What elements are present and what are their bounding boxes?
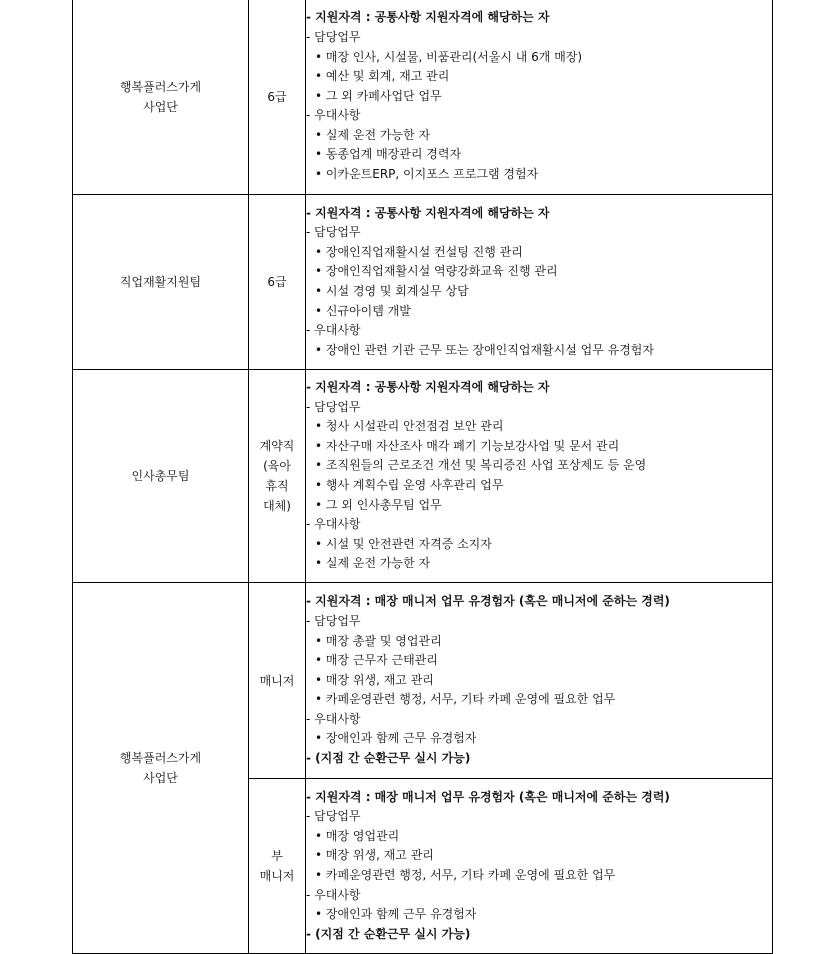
qualification-line: - 지원자격 : 매장 매니저 업무 유경험자 (혹은 매니저에 준하는 경력) [306, 594, 670, 609]
grade-cell [249, 779, 306, 954]
duty-bullet-item: • 장애인과 함께 근무 유경험자 [315, 907, 477, 922]
duty-bullet-item: • 자산구매 자산조사 매각 폐기 기능보강사업 및 문서 관리 [315, 438, 620, 453]
duty-bullet-item: • 매장 총괄 및 영업관리 [315, 633, 442, 648]
qualification-line: - 지원자격 : 매장 매니저 업무 유경험자 (혹은 매니저에 준하는 경력) [306, 789, 670, 804]
duty-bullet-item: • 매장 위생, 재고 관리 [315, 848, 434, 863]
duty-bullet-item: • 청사 시설관리 안전점검 보안 관리 [315, 419, 504, 434]
table-row [73, 0, 773, 195]
duty-bullet-item: • 카페운영관련 행정, 서무, 기타 카페 운영에 필요한 업무 [315, 868, 616, 882]
duty-bullet-item: • 장애인과 함께 근무 유경험자 [315, 731, 477, 746]
table-row [73, 195, 773, 370]
duty-bullet-item: • 장애인직업재활시설 컨설팅 진행 관리 [315, 244, 523, 259]
grade-label-line: 부 [271, 849, 283, 863]
grade-label-line: 6급 [267, 275, 287, 289]
section-heading: - 우대사항 [306, 887, 361, 902]
duty-cell [306, 195, 773, 370]
grade-label-line: (육아 [263, 459, 291, 473]
duty-cell [306, 779, 773, 954]
grade-label-line: 6급 [267, 89, 287, 104]
grade-cell [249, 370, 306, 583]
table-row [73, 583, 773, 779]
qualification-line: - (지점 간 순환근무 실시 가능) [306, 751, 471, 766]
duty-bullet-item: • 매장 인사, 시설물, 비품관리(서울시 내 6개 매장) [315, 49, 583, 64]
duty-bullet-item: • 매장 영업관리 [315, 828, 400, 843]
duty-bullet-item: • 장애인 관련 기관 근무 또는 장애인직업재활시설 업무 유경험자 [315, 342, 654, 357]
section-heading: - 담당업무 [306, 225, 361, 240]
dept-cell [73, 583, 249, 954]
section-heading: - 우대사항 [306, 517, 361, 532]
duty-bullet-item: • 동종업계 매장관리 경력자 [315, 147, 462, 162]
dept-name-line: 인사총무팀 [131, 469, 190, 483]
grade-label-line: 매니저 [259, 673, 295, 688]
duty-bullet-item: • 장애인직업재활시설 역량강화교육 진행 관리 [315, 264, 558, 279]
grade-cell [249, 0, 306, 195]
section-heading: - 담당업무 [306, 809, 361, 824]
dept-cell [73, 0, 249, 195]
qualification-line: - 지원자격 : 공통사항 지원자격에 해당하는 자 [306, 10, 550, 25]
section-heading: - 담당업무 [306, 613, 361, 628]
duty-bullet-item: • 행사 계획수립 운영 사후관리 업무 [315, 478, 504, 492]
table-row [73, 370, 773, 583]
qualification-line: - (지점 간 순환근무 실시 가능) [306, 926, 471, 941]
dept-name-line: 사업단 [143, 771, 178, 785]
duty-bullet-item: • 시설 경영 및 회계실무 상담 [315, 284, 469, 298]
duty-bullet-item: • 그 외 카페사업단 업무 [315, 88, 442, 103]
dept-cell [73, 370, 249, 583]
dept-name-line: 직업재활지원팀 [119, 275, 202, 289]
duty-bullet-item: • 신규아이템 개발 [315, 303, 411, 318]
qualification-line: - 지원자격 : 공통사항 지원자격에 해당하는 자 [306, 380, 550, 395]
duty-cell [306, 583, 773, 779]
dept-cell [73, 195, 249, 370]
duty-bullet-item: • 이카운트ERP, 이지포스 프로그램 경험자 [315, 167, 539, 182]
duty-cell [306, 370, 773, 583]
job-posting-table [72, 0, 773, 954]
section-heading: - 우대사항 [306, 711, 361, 726]
grade-cell [249, 583, 306, 779]
duty-bullet-item: • 매장 근무자 근태관리 [315, 653, 438, 668]
duty-bullet-item: • 매장 위생, 재고 관리 [315, 672, 434, 687]
section-heading: - 담당업무 [306, 29, 361, 44]
section-heading: - 우대사항 [306, 323, 361, 338]
grade-label-line: 계약직 [259, 439, 295, 453]
grade-label-line: 매니저 [259, 869, 295, 883]
duty-bullet-item: • 실제 운전 가능한 자 [315, 556, 431, 571]
qualification-line: - 지원자격 : 공통사항 지원자격에 해당하는 자 [306, 205, 550, 220]
dept-name-line: 행복플러스가게 [119, 751, 202, 765]
dept-name-line: 행복플러스가게 [119, 79, 202, 94]
duty-bullet-item: • 카페운영관련 행정, 서무, 기타 카페 운영에 필요한 업무 [315, 692, 616, 707]
section-heading: - 우대사항 [306, 108, 361, 123]
duty-bullet-item: • 조직원들의 근로조건 개선 및 복리증진 사업 포상제도 등 운영 [315, 458, 647, 473]
duty-bullet-item: • 예산 및 회계, 재고 관리 [315, 69, 450, 84]
duty-bullet-item: • 그 외 인사총무팀 업무 [315, 497, 442, 512]
duty-bullet-item: • 실제 운전 가능한 자 [315, 127, 431, 142]
dept-name-line: 사업단 [143, 99, 178, 114]
grade-label-line: 휴직 [265, 479, 289, 493]
grade-label-line: 대체) [263, 499, 291, 513]
duty-bullet-item: • 시설 및 안전관련 자격증 소지자 [315, 536, 492, 551]
duty-cell [306, 0, 773, 195]
section-heading: - 담당업무 [306, 399, 361, 414]
grade-cell [249, 195, 306, 370]
